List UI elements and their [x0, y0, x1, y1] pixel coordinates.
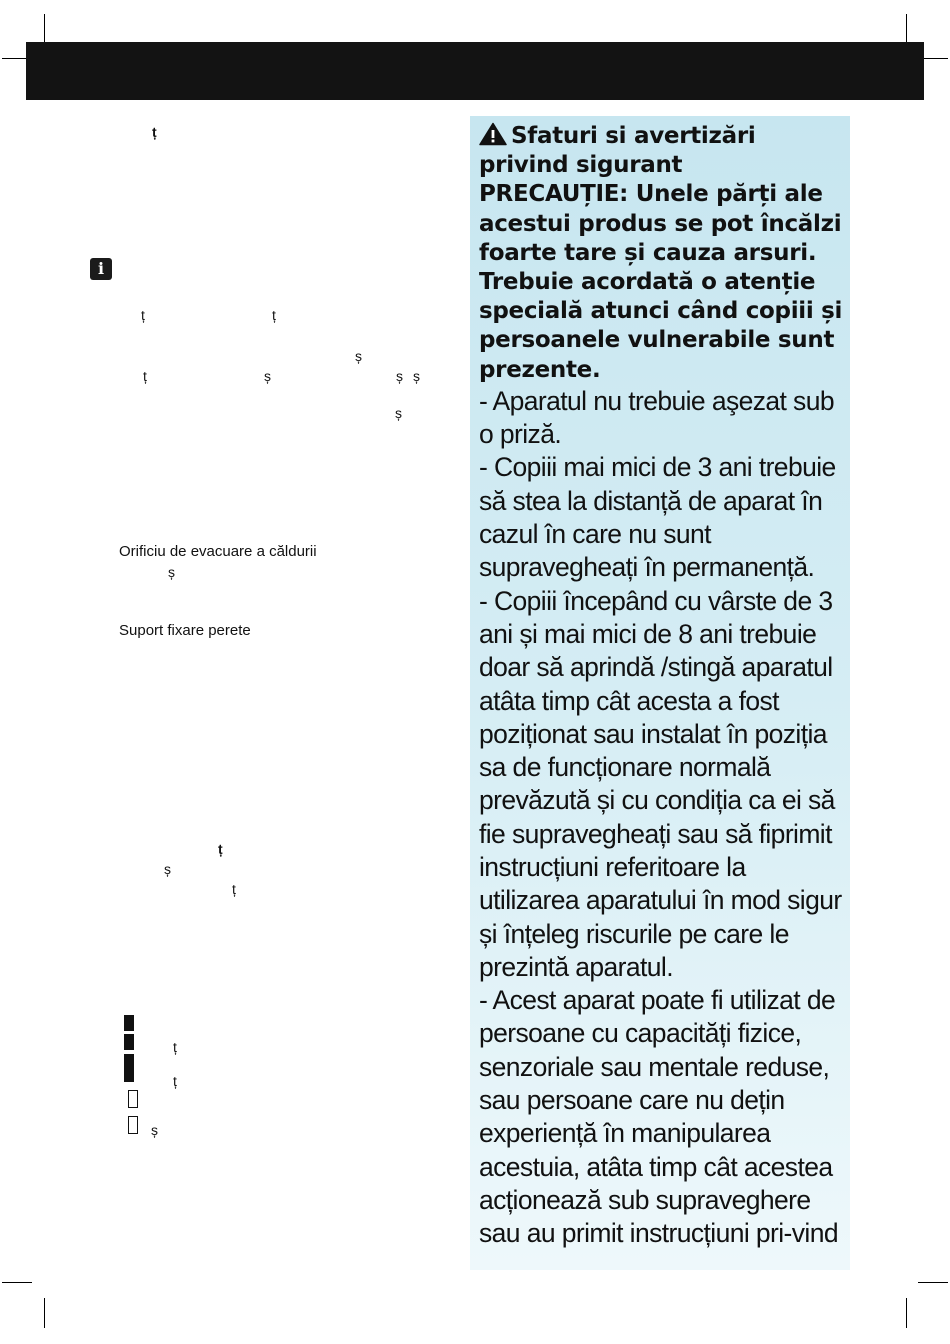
text-fragment: ț [143, 368, 147, 384]
text-fragment: ș [413, 368, 420, 384]
warning-item: - Copiii mai mici de 3 ani trebuie să stea la distanță de aparat în cazul în care nu sunt supravegheați în permanență. [479, 452, 836, 583]
safety-warning-panel [470, 116, 850, 1270]
empty-box-icon [128, 1090, 138, 1108]
text-fragment: ș [164, 861, 171, 877]
warning-triangle-icon [479, 122, 507, 146]
text-fragment: ț [218, 841, 223, 857]
wall-mount-label: Suport fixare perete [119, 622, 251, 639]
text-fragment: ș [395, 405, 402, 421]
safety-warning-heading [479, 122, 845, 385]
bar-indicator [124, 1054, 134, 1082]
info-icon-glyph: i [97, 259, 105, 278]
caution-text: PRECAUȚIE: Unele părți ale acestui produs se pot încălzi foarte tare și cauza arsuri. Trebuie acordată o atenție specială atunci când copiii și persoanele vulnerabile sunt prezente. [479, 181, 843, 383]
warning-item: - Aparatul nu trebuie aşezat sub o priză. [479, 385, 834, 450]
text-fragment: ț [272, 307, 276, 323]
left-column [0, 0, 460, 1344]
crop-mark [906, 14, 907, 44]
text-fragment: ș [264, 368, 271, 384]
warning-list [479, 385, 845, 1251]
info-icon [90, 258, 112, 280]
crop-mark [918, 1282, 948, 1283]
bar-indicator [124, 1015, 134, 1031]
safety-warning-content [479, 122, 845, 1251]
warning-item: - Copiii începând cu vârste de 3 ani și mai mici de 8 ani trebuie doar să aprindă /stingă aparatul atâta timp cât acesta a fost poziționat sau instalat în poziția sa de funcționare normală prevăzută și cu condiția ca ei să fie supravegheați sau să fiprimit instrucțiuni referitoare la utilizarea aparatului în mod sigur și înțeleg riscurile pe care le prezintă aparatul. [479, 585, 842, 982]
text-fragment: ț [232, 881, 236, 897]
bar-indicator [124, 1034, 134, 1050]
text-fragment: ț [152, 124, 157, 140]
text-fragment: ș [168, 564, 175, 580]
heat-outlet-label: Orificiu de evacuare a căldurii [119, 543, 317, 560]
warning-item: - Acest aparat poate fi utilizat de persoane cu capacități fizice, senzoriale sau mentale reduse, sau persoane care nu dețin experiență în manipularea acestuia, atâta timp cât acestea acționează sub supraveghere sau au primit instrucțiuni pri-vind [479, 985, 838, 1249]
text-fragment: ț [141, 307, 145, 323]
safety-warning-title-row [479, 122, 845, 180]
text-fragment: ț [173, 1039, 177, 1055]
safety-warning-title: Sfaturi si avertizări privind sigurant [479, 123, 756, 179]
text-fragment: ș [355, 348, 362, 364]
crop-mark [906, 1298, 907, 1328]
text-fragment: ș [396, 368, 403, 384]
text-fragment: ș [151, 1122, 158, 1138]
empty-box-icon [128, 1116, 138, 1134]
text-fragment: ț [173, 1073, 177, 1089]
